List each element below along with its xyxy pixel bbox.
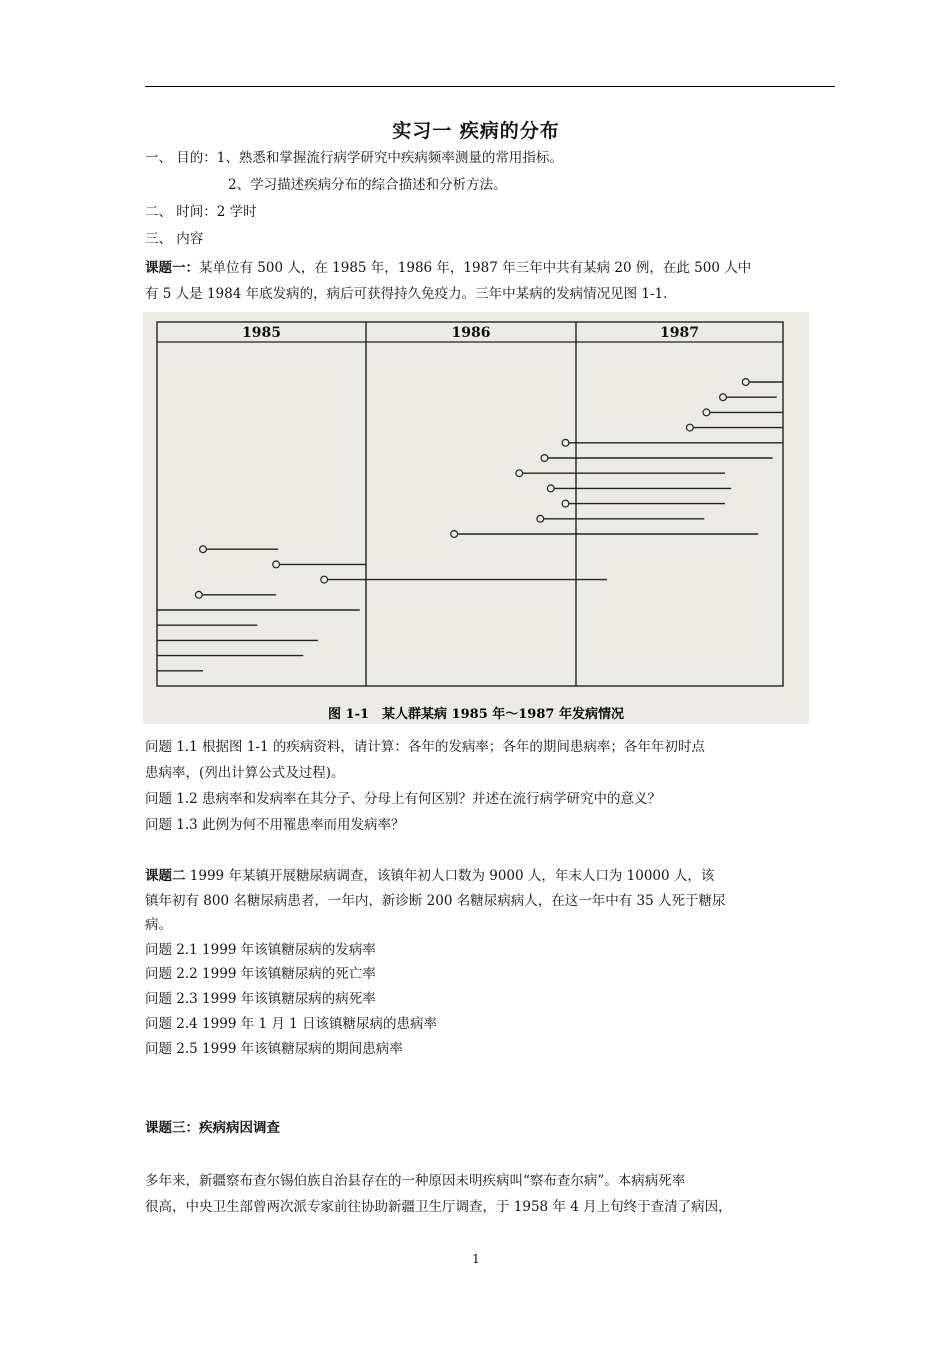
time-line: 二、 时间：2 学时 bbox=[145, 204, 257, 220]
purpose-line-1 bbox=[145, 146, 835, 170]
onset-marker bbox=[516, 470, 523, 477]
onset-marker bbox=[547, 485, 554, 492]
figure-background bbox=[143, 312, 809, 724]
q25: 问题 2.5 1999 年该镇糖尿病的期间患病率 bbox=[145, 1041, 403, 1057]
topic1-label: 课题一： bbox=[145, 260, 199, 276]
topic1-line-1 bbox=[145, 256, 835, 280]
q12: 问题 1.2 患病率和发病率在其分子、分母上有何区别？并述在流行病学研究中的意义？ bbox=[145, 791, 662, 807]
q21: 问题 2.1 1999 年该镇糖尿病的发病率 bbox=[145, 942, 376, 958]
year-label-1985: 1985 bbox=[242, 325, 281, 341]
q23: 问题 2.3 1999 年该镇糖尿病的病死率 bbox=[145, 991, 376, 1007]
topic2-line-1 bbox=[145, 864, 835, 888]
year-label-1987: 1987 bbox=[660, 325, 699, 341]
figure-1-1 bbox=[143, 312, 809, 724]
header-rule bbox=[145, 86, 835, 87]
onset-marker bbox=[451, 531, 458, 538]
topic3-para-2: 很高，中央卫生部曾两次派专家前往协助新疆卫生厅调查，于 1958 年 4 月上旬终于查清了病因， bbox=[145, 1199, 732, 1215]
onset-marker bbox=[537, 515, 544, 522]
topic2-text-1: 1999 年某镇开展糖尿病调查，该镇年初人口数为 9000 人，年末人口为 10000 人，该 bbox=[185, 868, 715, 884]
onset-marker bbox=[200, 546, 207, 553]
q13: 问题 1.3 此例为何不用罹患率而用发病率？ bbox=[145, 817, 405, 833]
q11-line-1: 问题 1.1 根据图 1-1 的疾病资料，请计算：各年的发病率；各年的期间患病率；各年年初时点 bbox=[145, 739, 705, 755]
onset-marker bbox=[195, 591, 202, 598]
onset-marker bbox=[273, 561, 280, 568]
onset-marker bbox=[742, 379, 749, 386]
q24: 问题 2.4 1999 年 1 月 1 日该镇糖尿病的患病率 bbox=[145, 1016, 438, 1032]
topic3-label: 课题三：疾病病因调查 bbox=[145, 1120, 280, 1136]
page-number: 1 bbox=[472, 1252, 480, 1266]
onset-marker bbox=[703, 409, 710, 416]
topic1-text-2: 有 5 人是 1984 年底发病的，病后可获得持久免疫力。三年中某病的发病情况见图 1-1. bbox=[145, 286, 668, 302]
onset-marker bbox=[562, 439, 569, 446]
onset-marker bbox=[562, 500, 569, 507]
case-timeline-figure bbox=[143, 312, 809, 724]
page-title: 实习一 疾病的分布 bbox=[392, 120, 560, 142]
purpose-item-1: 1、熟悉和掌握流行病学研究中疾病频率测量的常用指标。 bbox=[216, 150, 563, 166]
onset-marker bbox=[686, 424, 693, 431]
topic2-label: 课题二 bbox=[145, 868, 186, 884]
onset-marker bbox=[541, 455, 548, 462]
content-heading: 三、 内容 bbox=[145, 231, 204, 247]
figure-caption: 图 1-1 某人群某病 1985 年～1987 年发病情况 bbox=[328, 707, 624, 722]
topic1-text-1: 某单位有 500 人，在 1985 年，1986 年，1987 年三年中共有某病 20 例，在此 500 人中 bbox=[199, 260, 752, 276]
q11-line-2: 患病率，(列出计算公式及过程)。 bbox=[145, 765, 345, 781]
topic3-para-1: 多年来，新疆察布查尔锡伯族自治县存在的一种原因未明疾病叫“察布查尔病”。本病病死率 bbox=[145, 1173, 686, 1189]
year-label-1986: 1986 bbox=[451, 325, 491, 341]
onset-marker bbox=[321, 576, 328, 583]
topic2-text-2: 镇年初有 800 名糖尿病患者，一年内，新诊断 200 名糖尿病病人，在这一年中有 35 人死于糖尿 bbox=[145, 893, 726, 909]
purpose-item-2: 2、学习描述疾病分布的综合描述和分析方法。 bbox=[228, 177, 507, 193]
q22: 问题 2.2 1999 年该镇糖尿病的死亡率 bbox=[145, 966, 376, 982]
purpose-prefix: 一、 目的： bbox=[145, 150, 217, 166]
onset-marker bbox=[720, 394, 727, 401]
topic2-text-3: 病。 bbox=[145, 917, 172, 933]
